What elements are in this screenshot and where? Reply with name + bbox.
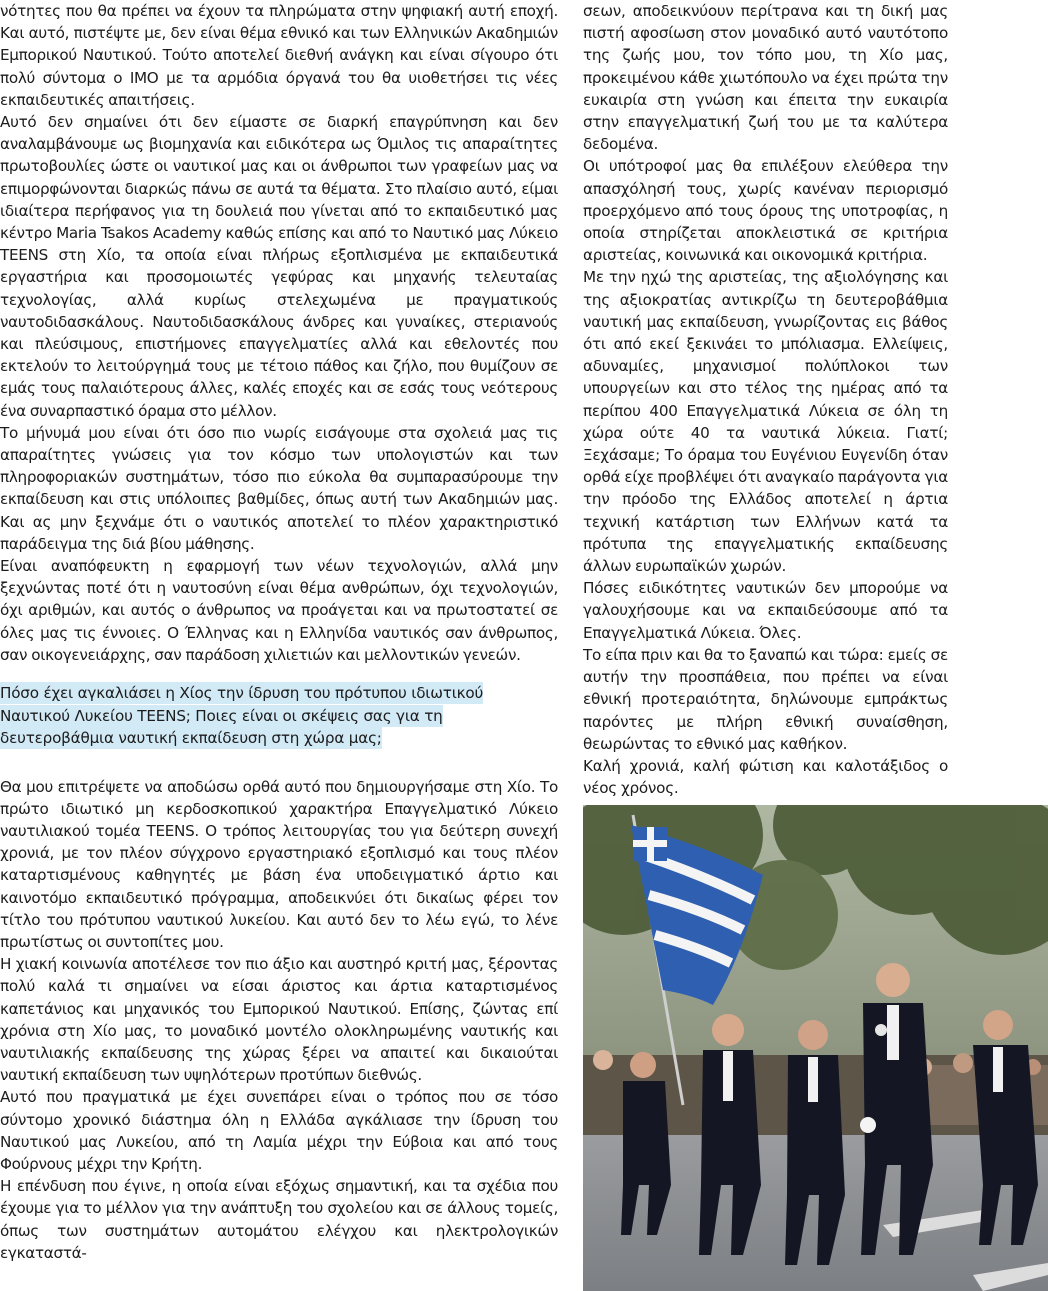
question-line: Πόσο έχει αγκαλιάσει η Χίος την ίδρυση του πρότυπου ιδιωτικού (0, 684, 484, 703)
paragraph: Με την ηχώ της αριστείας, της αξιολόγησης και της αξιοκρατίας αντικρίζω τη δευτεροβάθμια ναυτική μας εκπαίδευση, γνωρίζοντας εις βάθος ότι από εκεί ξεκινάει το μπόλιασμα. Ελλείψεις, αδυναμίες, μηχανισμοί πολύπλοκοι των υπουργείων και στο τέλος της ημέρας από τα περίπου 400 Επαγγελματικά Λύκεια σε όλη τη χώρα ούτε 40 τα ναυτικά λύκεια. Γιατί; Ξεχάσαμε; Το όραμα του Ευγένιου Ευγενίδη όταν ορθά είχε προβλέψει ότι αναγκαίο παράγοντα για την πρόοδο της Ελλάδος αποτελεί η άρτια τεχνική κατάρτιση των Ελλήνων κατά τα πρότυπα της επαγγελματικής εκπαίδευσης άλλων ευρωπαϊκών χωρών. (583, 268, 948, 576)
interview-question (0, 682, 558, 750)
question-line: δευτεροβάθμια ναυτική εκπαίδευση στη χώρα μας; (0, 729, 382, 748)
paragraph: νότητες που θα πρέπει να έχουν τα πληρώματα στην ψηφιακή αυτή εποχή. Και αυτό, πιστέψτε με, δεν είναι θέμα εθνικό και των Ελληνικών Ακαδημιών Εμπορικού Ναυτικού. Τούτο αποτελεί διεθνή ανάγκη και είναι σίγουρο ότι πολύ σύντομα ο IMO με τα αρμόδια όργανά του θα υιοθετήσει τις νέες εκπαιδευτικές απαιτήσεις. (0, 2, 558, 109)
right-column (583, 0, 948, 799)
parade-photo (583, 805, 1048, 1291)
answer-paragraph: Η επένδυση που έγινε, η οποία είναι εξόχως σημαντική, και τα σχέδια που έχουμε για το μέλλον για την ανάπτυξη του σχολείου και σε άλλους τομείς, όπως των συστημάτων αυτομάτου ελέγχου και ηλεκτρολογικών εγκαταστά- (0, 1177, 558, 1262)
parade-illustration (583, 805, 1048, 1291)
paragraph: σεων, αποδεικνύουν περίτρανα και τη δική μας πιστή αφοσίωση στον μοναδικό αυτό ναυτότοπο της ζωής μου, τον τόπο μου, τη Χίο μας, προκειμένου κάθε χιωτόπουλο να έχει πρώτα την ευκαιρία στη γνώση και έπειτα την ευκαιρία στην επαγγελματική ζωή του με τα καλύτερα δεδομένα. (583, 2, 948, 154)
answer-paragraph: Αυτό που πραγματικά με έχει συνεπάρει είναι ο τρόπος που σε τόσο σύντομο χρονικό διάστημα όλη η Ελλάδα αγκάλιασε την ίδρυση του Ναυτικού μας Λυκείου, από τη Λαμία μέχρι την Εύβοια και από τους Φούρνους μέχρι την Κρήτη. (0, 1088, 558, 1174)
answer-paragraph: Θα μου επιτρέψετε να αποδώσω ορθά αυτό που δημιουργήσαμε στη Χίο. Το πρώτο ιδιωτικό μη κερδοσκοπικού χαρακτήρα Επαγγελματικό Λύκειο ναυτιλιακού τομέα TEENS. Ο τρόπος λειτουργίας του για δεύτερη συνεχή χρονιά, με τον πλέον σύγχρονο εργαστηριακό εξοπλισμό και τους πλέον καταρτισμένους καθηγητές με βάση ένα υποδειγματικό άρτιο και καινοτόμο εκπαιδευτικό πρόγραμμα, αποδεικνύει ότι δικαίως φέρει τον τίτλο του πρότυπου ναυτικού λυκείου. Και αυτό δεν το λέω εγώ, το λένε πρωτίστως οι συντοπίτες μου. (0, 777, 558, 952)
paragraph: Πόσες ειδικότητες ναυτικών δεν μπορούμε να γαλουχήσουμε και να εκπαιδεύσουμε από τα Επαγγελματικά Λύκεια. Όλες. (583, 579, 948, 642)
answer-paragraph: Η χιακή κοινωνία αποτέλεσε τον πιο άξιο και αυστηρό κριτή μας, ξέροντας πολύ καλά τι σημαίνει να είσαι άριστος και άρτια καταρτισμένος καπετάνιος και μηχανικός του Εμπορικού Ναυτικού. Επίσης, ζώντας επί χρόνια στη Χίο μας, το μοναδικό μοντέλο ολοκληρωμένης ναυτικής και ναυτιλιακής εκπαίδευσης της χώρας ξέρει να απαιτεί και δικαιούται ναυτική εκπαίδευση των υψηλότερων προτύπων διεθνώς. (0, 955, 558, 1085)
paragraph: Το είπα πριν και θα το ξαναπώ και τώρα: εμείς σε αυτήν την προσπάθεια, που πρέπει να είναι εθνική προτεραιότητα, δηλώνουμε εμπράκτως παρόντες με πλήρη εθνική συναίσθηση, θεωρώντας το εθνικό μας καθήκον. (583, 645, 948, 753)
paragraph: Οι υπότροφοί μας θα επιλέξουν ελεύθερα την απασχόλησή τους, χωρίς κανέναν περιορισμό προερχόμενο από τους όρους της υποτροφίας, η οποία στηρίζεται αποκλειστικά σε κριτήρια αριστείας, κοινωνικά και οικονομικά κριτήρια. (583, 157, 948, 265)
paragraph: Καλή χρονιά, καλή φώτιση και καλοτάξιδος ο νέος χρόνος. (583, 756, 948, 798)
paragraph: Το μήνυμά μου είναι ότι όσο πιο νωρίς εισάγουμε στα σχολειά μας τις απαραίτητες γνώσεις για τον κόσμο των υπολογιστών και των πληροφοριακών συστημάτων, τόσο πιο εύκολα θα συμπαρασύρουμε την εκπαίδευση και στις υπόλοιπες βαθμίδες, όπως αυτή των Ακαδημιών μας. Και ας μην ξεχνάμε ότι ο ναυτικός αποτελεί το πλέον χαρακτηριστικό παράδειγμα της διά βίου μάθησης. (0, 423, 558, 553)
question-line: Ναυτικού Λυκείου TEENS; Ποιες είναι οι σκέψεις σας για τη (0, 706, 443, 725)
paragraph: Είναι αναπόφευκτη η εφαρμογή των νέων τεχνολογιών, αλλά μην ξεχνώντας ποτέ ότι η ναυτοσύνη είναι θέμα ανθρώπων, όχι τεχνολογιών, όχι αριθμών, και αυτός ο άνθρωπος να προάγεται και να πρωτοστατεί σε όλες μας τις έννοιες. Ο Έλληνας και η Ελληνίδα ναυτικός σαν άνθρωπος, σαν οικογενειάρχης, σαν παράδοση χιλιετιών και μελλοντικών γενεών. (0, 557, 558, 664)
paragraph: Αυτό δεν σημαίνει ότι δεν είμαστε σε διαρκή επαγρύπνηση και δεν αναλαμβάνουμε ως βιομηχανία και ειδικότερα ως Όμιλος τις απαραίτητες πρωτοβουλίες ώστε οι ναυτικοί μας και οι άνθρωποι των γραφείων μας να επιμορφώνονται διαρκώς πάνω σε αυτά τα θέματα. Στο πλαίσιο αυτό, είμαι ιδιαίτερα περήφανος για τη δουλειά που γίνεται από το εκπαιδευτικό μας κέντρο Maria Tsakos Academy καθώς επίσης και από το Ναυτικό μας Λύκειο TEENS στη Χίο, τα οποία είναι πλήρως εξοπλισμένα με εκπαιδευτικά εργαστήρια και προσομοιωτές γεφύρας και μηχανής τελευταίας τεχνολογίας, αλλά κυρίως στελεχωμένα με πραγματικούς ναυτοδιδασκάλους. Ναυτοδιδασκάλους άνδρες και γυναίκες, στεριανούς και πλεύσιμους, επιστήμονες επαγγελματίες αλλά και εθελοντές που εκτελούν το λειτούργημά τους με τέτοιο πάθος και ζήλο, που θυμίζουν σε εμάς τους παλαιότερους άλλες, καλές εποχές και σε εσάς τους νεότερους ένα συναρπαστικό όραμα στο μέλλον. (0, 113, 558, 420)
